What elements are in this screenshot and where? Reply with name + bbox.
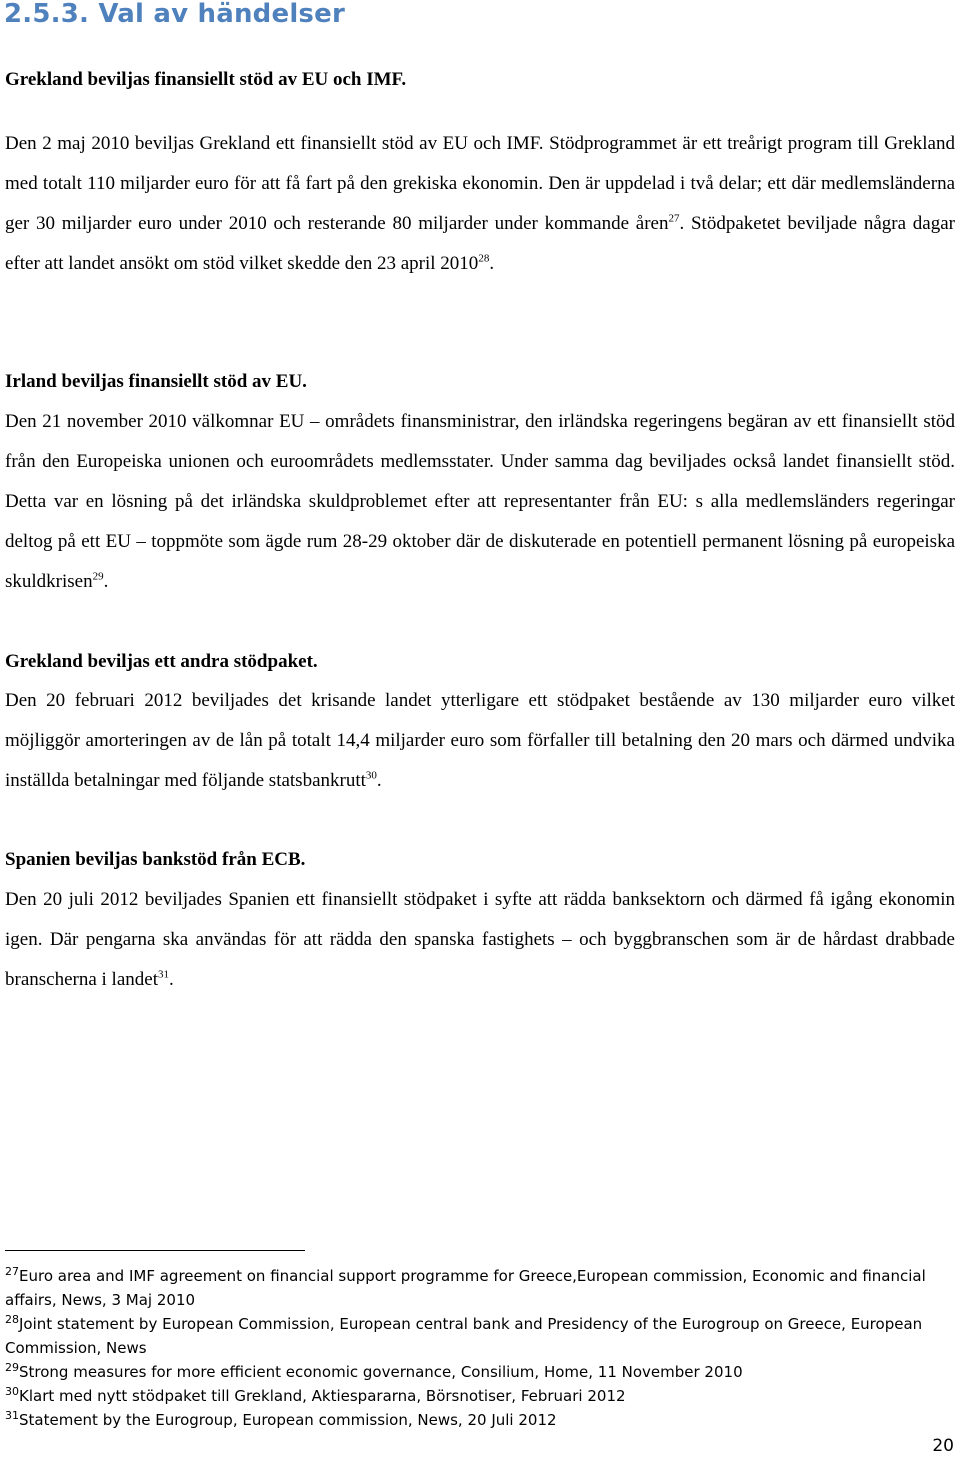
page-number: 20 [932, 1436, 954, 1456]
footnote-number: 29 [5, 1361, 19, 1374]
footnotes [5, 1264, 955, 1432]
paragraph-text: . [376, 770, 382, 791]
footnote-31 [5, 1408, 955, 1432]
footnote-28 [5, 1312, 955, 1360]
paragraph-text: Den 20 juli 2012 beviljades Spanien ett finansiellt stödpaket i syfte att rädda banksektorn och därmed få igång ekonomin igen. Där pengarna ska användas för att rädda den spanska fastighets – och byggbranschen som är de hårdast drabbade branscherna i landet [5, 889, 955, 990]
footnote-separator [5, 1250, 305, 1251]
footnote-ref: 27 [668, 212, 680, 225]
footnote-29 [5, 1360, 955, 1384]
section-heading: 2.5.3. Val av händelser [4, 0, 345, 29]
paragraph-ireland-aid [5, 402, 955, 602]
paragraph-text: Den 20 februari 2012 beviljades det krisande landet ytterligare ett stödpaket bestående av 130 miljarder euro vilket möjliggör amorteringen av de lån på totalt 14,4 miljarder euro som förfaller till betalning den 20 mars och därmed undvika inställda betalningar med följande statsbankrutt [5, 690, 955, 791]
footnote-text: Euro area and IMF agreement on financial support programme for Greece,European commission, Economic and financial affairs, News, 3 Maj 2010 [5, 1267, 926, 1309]
footnote-30 [5, 1384, 955, 1408]
paragraph-text: . [168, 969, 174, 990]
subheading-spain-bank-aid: Spanien beviljas bankstöd från ECB. [5, 849, 306, 870]
subheading-ireland-aid: Irland beviljas finansiellt stöd av EU. [5, 371, 307, 392]
footnote-ref: 29 [92, 570, 104, 583]
paragraph-text: . Stödpaketet beviljade några dagar efter att landet ansökt om stöd vilket skedde den 23 april 2010 [5, 213, 955, 274]
footnote-text: Strong measures for more efficient economic governance, Consilium, Home, 11 November 2010 [19, 1363, 743, 1381]
footnote-number: 27 [5, 1265, 19, 1278]
footnote-ref: 28 [478, 252, 490, 265]
footnote-number: 28 [5, 1313, 19, 1326]
footnote-number: 31 [5, 1409, 19, 1422]
paragraph-text: . [489, 253, 495, 274]
paragraph-greece-aid [5, 124, 955, 284]
subheading-greece-second-package: Grekland beviljas ett andra stödpaket. [5, 651, 318, 672]
footnote-text: Klart med nytt stödpaket till Grekland, Aktiespararna, Börsnotiser, Februari 2012 [19, 1387, 626, 1405]
footnote-27 [5, 1264, 955, 1312]
footnote-ref: 31 [157, 968, 169, 981]
footnote-number: 30 [5, 1385, 19, 1398]
subheading-greece-aid: Grekland beviljas finansiellt stöd av EU och IMF. [5, 69, 407, 90]
footnote-text: Joint statement by European Commission, European central bank and Presidency of the Eurogroup on Greece, European Commission, News [5, 1315, 923, 1357]
paragraph-text: Den 21 november 2010 välkomnar EU – områdets finansministrar, den irländska regeringens begäran av ett finansiellt stöd från den Europeiska unionen och euroområdets medlemsstater. Under samma dag beviljades också landet finansiellt stöd. Detta var en lösning på det irländska skuldproblemet efter att representanter från EU: s alla medlemsländers regeringar deltog på ett EU – toppmöte som ägde rum 28-29 oktober där de diskuterade en potentiell permanent lösning på europeiska skuldkrisen [5, 411, 955, 592]
paragraph-greece-second-package [5, 681, 955, 801]
footnote-ref: 30 [365, 769, 377, 782]
paragraph-text: . [103, 571, 109, 592]
footnote-text: Statement by the Eurogroup, European commission, News, 20 Juli 2012 [19, 1411, 557, 1429]
paragraph-text: Den 2 maj 2010 beviljas Grekland ett finansiellt stöd av EU och IMF. Stödprogrammet är ett treårigt program till Grekland med totalt 110 miljarder euro för att få fart på den grekiska ekonomin. Den är uppdelad i två delar; ett där medlemsländerna ger 30 miljarder euro under 2010 och resterande 80 miljarder under kommande åren [5, 133, 955, 234]
paragraph-spain-bank-aid [5, 880, 955, 1000]
